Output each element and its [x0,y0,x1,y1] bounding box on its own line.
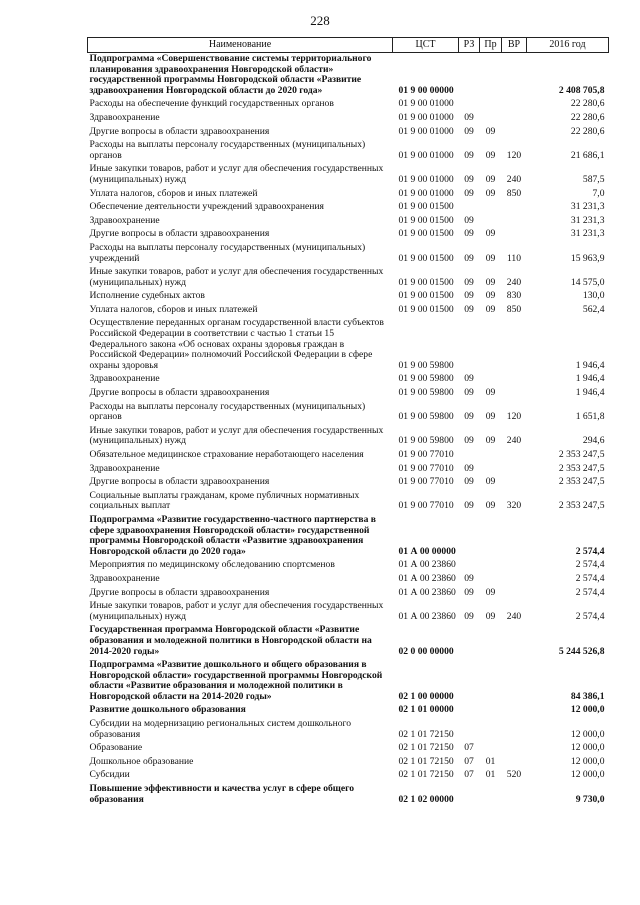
row-cst-code: 01 9 00 77010 [398,476,454,488]
row-amount: 9 730,0 [575,793,605,805]
row-amount: 22 280,6 [570,98,605,110]
row-vr-code: 850 [506,303,522,315]
row-amount: 12 000,0 [570,742,605,754]
table-row [88,704,609,718]
row-pr-code: 09 [485,610,496,622]
row-rz-code: 09 [464,387,474,399]
row-name: Социальные выплаты гражданам, кроме публичных нормативных социальных выплат [89,489,360,512]
row-vr-code [502,624,527,659]
row-amount: 1 946,4 [575,387,605,399]
row-name: Иные закупки товаров, работ и услуг для обеспечения государственных (муниципальных) нужд [89,163,384,185]
row-amount: 2 574,4 [575,545,605,557]
row-pr-code [480,559,502,573]
row-vr-code [502,449,527,463]
row-cst-code: 01 9 00 01000 [398,125,454,137]
table-row [88,126,609,140]
row-vr-code [502,587,527,601]
row-name: Повышение эффективности и качества услуг в сфере общего образования [89,783,355,805]
row-vr-code: 240 [506,435,522,447]
row-cst-code: 02 1 00 00000 [398,690,454,702]
row-cst-code: 01 А 00 23860 [398,559,456,571]
row-vr-code [502,112,527,126]
row-amount: 12 000,0 [570,755,605,767]
table-row [88,163,609,187]
page-number: 228 [310,13,330,28]
row-vr-code [502,201,527,215]
row-name: Уплата налогов, сборов и иных платежей [89,303,258,315]
row-vr-code: 110 [506,252,522,264]
row-name: Здравоохранение [89,214,160,226]
row-rz-code: 09 [464,187,474,199]
row-name: Уплата налогов, сборов и иных платежей [89,187,258,199]
row-pr-code: 09 [485,228,496,240]
row-amount: 1 946,4 [575,373,605,385]
row-amount: 12 000,0 [570,769,605,781]
row-name: Развитие дошкольного образования [89,704,246,716]
row-pr-code: 09 [485,252,496,264]
row-cst-code: 01 9 00 01000 [398,187,454,199]
row-pr-code [480,718,502,742]
row-vr-code [502,514,527,559]
row-name: Здравоохранение [89,373,160,385]
row-pr-code [480,215,502,229]
row-amount: 587,5 [582,173,605,185]
row-pr-code [480,742,502,756]
row-cst-code: 02 1 01 00000 [398,704,454,716]
row-rz-code: 09 [464,149,474,161]
row-pr-code: 09 [485,387,496,399]
row-vr-code [502,317,527,373]
row-name: Дошкольное образование [89,755,194,767]
row-rz-code: 09 [464,125,474,137]
row-rz-code: 09 [464,476,474,488]
table-row [88,228,609,242]
row-rz-code: 09 [464,373,474,385]
column-header-vr: ВР [502,38,527,53]
row-name: Здравоохранение [89,572,160,584]
row-amount: 31 231,3 [570,201,605,213]
row-amount: 2 353 247,5 [558,476,605,488]
table-row [88,514,609,559]
row-amount: 2 574,4 [575,586,605,598]
table-row [88,242,609,266]
row-cst-code: 01 9 00 01000 [398,149,454,161]
row-cst-code: 01 9 00 01500 [398,228,454,240]
row-rz-code: 09 [464,411,474,423]
row-pr-code: 09 [485,125,496,137]
row-amount: 2 353 247,5 [558,449,605,460]
table-row [88,201,609,215]
table-row [88,718,609,742]
row-rz-code: 09 [464,500,474,512]
row-name: Государственная программа Новгородской области «Развитие образования и молодежной политики в Новгородской области на 2014-2020 годы» [89,624,372,657]
table-row [88,188,609,202]
row-rz-code: 09 [464,252,474,264]
table-row [88,449,609,463]
row-vr-code [502,98,527,112]
row-vr-code [502,228,527,242]
row-pr-code: 09 [485,500,496,512]
row-cst-code: 01 9 00 77010 [398,449,454,460]
row-name: Обязательное медицинское страхование неработающего населения [89,449,364,460]
row-cst-code: 01 А 00 00000 [398,545,456,557]
row-cst-code: 01 9 00 77010 [398,500,454,512]
table-row [88,425,609,449]
table-row [88,490,609,514]
row-name: Обеспечение деятельности учреждений здравоохранения [89,201,324,213]
row-pr-code: 09 [485,476,496,488]
row-vr-code [502,53,527,99]
row-vr-code: 120 [506,149,522,161]
row-amount: 130,0 [582,290,605,302]
row-name: Расходы на выплаты персоналу государственных (муниципальных) органов [89,400,366,423]
row-vr-code [502,718,527,742]
row-amount: 22 280,6 [570,125,605,137]
row-pr-code: 09 [485,586,496,598]
row-vr-code: 240 [506,173,522,185]
row-name: Здравоохранение [89,111,160,123]
row-cst-code: 01 9 00 59800 [398,411,454,423]
row-pr-code [480,514,502,559]
row-vr-code [502,126,527,140]
row-vr-code: 120 [506,411,522,423]
row-vr-code [502,756,527,770]
row-name: Исполнение судебных актов [89,290,205,302]
row-rz-code: 09 [464,435,474,447]
row-amount: 14 575,0 [570,276,605,288]
table-row [88,290,609,304]
row-amount: 7,0 [592,187,605,199]
row-rz-code [459,53,480,99]
row-rz-code [459,514,480,559]
row-vr-code [502,659,527,704]
table-row [88,559,609,573]
table-row [88,659,609,704]
row-amount: 84 386,1 [570,690,605,702]
row-rz-code [459,783,480,807]
row-pr-code [480,373,502,387]
row-name: Субсидии [89,769,130,781]
row-vr-code [502,387,527,401]
row-cst-code: 02 1 02 00000 [398,793,454,805]
table-row [88,53,609,99]
row-rz-code: 09 [464,173,474,185]
row-cst-code: 01 А 00 23860 [398,610,456,622]
row-name: Образование [89,742,143,754]
row-vr-code [502,215,527,229]
row-rz-code: 07 [464,769,474,781]
row-name: Иные закупки товаров, работ и услуг для обеспечения государственных (муниципальных) нужд [89,424,384,447]
row-cst-code: 01 9 00 01500 [398,276,454,288]
row-amount: 2 574,4 [575,610,605,622]
row-rz-code: 09 [464,228,474,240]
row-amount: 294,6 [582,435,605,447]
row-cst-code: 01 9 00 01500 [398,214,454,226]
row-rz-code [459,98,480,112]
row-cst-code: 01 9 00 77010 [398,462,454,474]
row-rz-code: 09 [464,586,474,598]
row-name: Иные закупки товаров, работ и услуг для обеспечения государственных (муниципальных) нужд [89,600,384,622]
row-cst-code: 01 9 00 01000 [398,173,454,185]
row-cst-code: 02 1 01 72150 [398,769,454,781]
row-pr-code: 09 [485,276,496,288]
row-cst-code: 01 9 00 59800 [398,373,454,385]
table-row [88,769,609,783]
table-row [88,112,609,126]
row-name: Субсидии на модернизацию региональных систем дошкольного образования [89,718,352,740]
table-row [88,587,609,601]
row-pr-code [480,449,502,463]
row-amount: 2 408 705,8 [558,84,605,96]
row-cst-code: 01 9 00 59800 [398,387,454,399]
row-pr-code: 09 [485,303,496,315]
table-row [88,373,609,387]
row-pr-code [480,201,502,215]
row-cst-code: 01 9 00 01500 [398,201,454,213]
row-cst-code: 01 9 00 01000 [398,111,454,123]
table-row [88,266,609,290]
row-rz-code [459,201,480,215]
row-cst-code: 02 1 01 72150 [398,755,454,767]
row-name: Другие вопросы в области здравоохранения [89,228,270,240]
row-name: Здравоохранение [89,462,160,474]
row-pr-code: 09 [485,435,496,447]
row-name: Мероприятия по медицинскому обследованию спортсменов [89,559,335,571]
row-amount: 31 231,3 [570,214,605,226]
row-amount: 12 000,0 [570,728,605,740]
row-vr-code: 240 [506,276,522,288]
row-pr-code [480,112,502,126]
row-pr-code [480,463,502,477]
row-pr-code [480,98,502,112]
row-amount: 2 574,4 [575,559,605,571]
row-cst-code: 01 9 00 00000 [398,84,454,96]
row-rz-code: 09 [464,462,474,474]
table-header-row [88,38,609,53]
row-amount: 2 574,4 [575,572,605,584]
table-row [88,139,609,163]
row-rz-code: 09 [464,214,474,226]
row-pr-code: 01 [485,769,496,781]
row-cst-code: 02 0 00 00000 [398,645,454,657]
row-vr-code [502,783,527,807]
row-pr-code [480,704,502,718]
row-name: Подпрограмма «Развитие дошкольного и общего образования в Новгородской области» государственной программы Новгородской области «Развитие образования и молодежной политики в Новгородской области на 2014-2020 годы» [89,659,383,702]
row-cst-code: 01 9 00 59800 [398,359,454,371]
row-amount: 1 946,4 [575,359,605,371]
row-amount: 1 651,8 [575,411,605,423]
table-row [88,476,609,490]
table-row [88,756,609,770]
row-name: Другие вопросы в области здравоохранения [89,476,270,488]
row-name: Расходы на выплаты персоналу государственных (муниципальных) органов [89,139,366,161]
row-amount: 2 353 247,5 [558,500,605,512]
row-name: Другие вопросы в области здравоохранения [89,586,270,598]
row-cst-code: 01 9 00 59800 [398,435,454,447]
row-vr-code [502,463,527,477]
row-amount: 2 353 247,5 [558,462,605,474]
row-pr-code [480,573,502,587]
row-vr-code [502,742,527,756]
row-rz-code [459,624,480,659]
row-rz-code: 07 [464,742,474,754]
budget-table [87,37,609,807]
table-row [88,98,609,112]
row-pr-code [480,624,502,659]
row-rz-code [459,317,480,373]
table-row [88,742,609,756]
row-rz-code: 09 [464,111,474,123]
row-pr-code [480,317,502,373]
row-rz-code [459,718,480,742]
row-vr-code [502,373,527,387]
row-cst-code: 02 1 01 72150 [398,728,454,740]
row-cst-code: 01 А 00 23860 [398,572,456,584]
row-pr-code: 09 [485,290,496,302]
row-vr-code: 850 [506,187,522,199]
row-pr-code: 01 [485,755,496,767]
column-header-cst: ЦСТ [393,38,459,53]
row-amount: 15 963,9 [570,252,605,264]
table-row [88,600,609,624]
row-cst-code: 01 9 00 01500 [398,290,454,302]
row-vr-code: 240 [506,610,522,622]
column-header-pr: Пр [480,38,502,53]
row-cst-code: 01 9 00 01500 [398,303,454,315]
row-pr-code: 09 [485,149,496,161]
row-name: Осуществление переданных органам государственной власти субъектов Российской Федерации в соответствии с частью 1 статьи 15 Федерального закона «Об основах охраны здоровья граждан в Российской Федерации» полномочий Российской Федерации в сфере охраны здоровья [89,317,384,371]
column-header-rz: РЗ [459,38,480,53]
row-cst-code: 01 А 00 23860 [398,586,456,598]
table-row [88,317,609,373]
row-pr-code: 09 [485,187,496,199]
table-row [88,215,609,229]
table-row [88,463,609,477]
table-body [88,53,609,808]
row-name: Подпрограмма «Развитие государственно-частного партнерства в сфере здравоохранения Новгородской области» государственной программы Новгородской области «Развитие здравоохранения Новгородской области до 2020 года» [89,513,376,557]
row-name: Подпрограмма «Совершенствование системы территориального планирования здравоохранения Новгородской области» государственной программы Новгородской области «Развитие здравоохранения Новгородской области до 2020 года» [89,53,372,96]
row-amount: 22 280,6 [570,111,605,123]
row-name: Другие вопросы в области здравоохранения [89,125,270,137]
table-row [88,387,609,401]
row-cst-code: 02 1 01 72150 [398,742,454,754]
row-vr-code: 520 [506,769,522,781]
row-vr-code [502,704,527,718]
table-row [88,783,609,807]
row-amount: 5 244 526,8 [558,645,605,657]
column-header-name: Наименование [88,38,393,53]
row-rz-code: 09 [464,610,474,622]
row-vr-code [502,476,527,490]
row-name: Другие вопросы в области здравоохранения [89,387,270,399]
row-name: Расходы на выплаты персоналу государственных (муниципальных) учреждений [89,241,366,264]
row-pr-code [480,53,502,99]
row-rz-code: 09 [464,276,474,288]
row-rz-code [459,659,480,704]
row-amount: 31 231,3 [570,228,605,240]
row-pr-code [480,783,502,807]
row-rz-code: 09 [464,290,474,302]
row-vr-code [502,559,527,573]
row-cst-code: 01 9 00 01000 [398,98,454,110]
row-vr-code [502,573,527,587]
row-name: Иные закупки товаров, работ и услуг для обеспечения государственных (муниципальных) нужд [89,266,384,288]
row-rz-code [459,704,480,718]
table-row [88,304,609,318]
table-row [88,401,609,425]
row-amount: 21 686,1 [570,149,605,161]
row-amount: 12 000,0 [570,704,605,716]
row-pr-code [480,659,502,704]
row-vr-code: 830 [506,290,522,302]
row-rz-code [459,449,480,463]
table-row [88,573,609,587]
row-rz-code [459,559,480,573]
row-pr-code: 09 [485,411,496,423]
row-rz-code: 09 [464,303,474,315]
row-cst-code: 01 9 00 01500 [398,252,454,264]
table-row [88,624,609,659]
row-pr-code: 09 [485,173,496,185]
row-amount: 562,4 [582,303,605,315]
row-rz-code: 07 [464,755,474,767]
row-name: Расходы на обеспечение функций государственных органов [89,98,334,110]
row-rz-code: 09 [464,572,474,584]
row-vr-code: 320 [506,500,522,512]
column-header-year: 2016 год [527,38,609,53]
